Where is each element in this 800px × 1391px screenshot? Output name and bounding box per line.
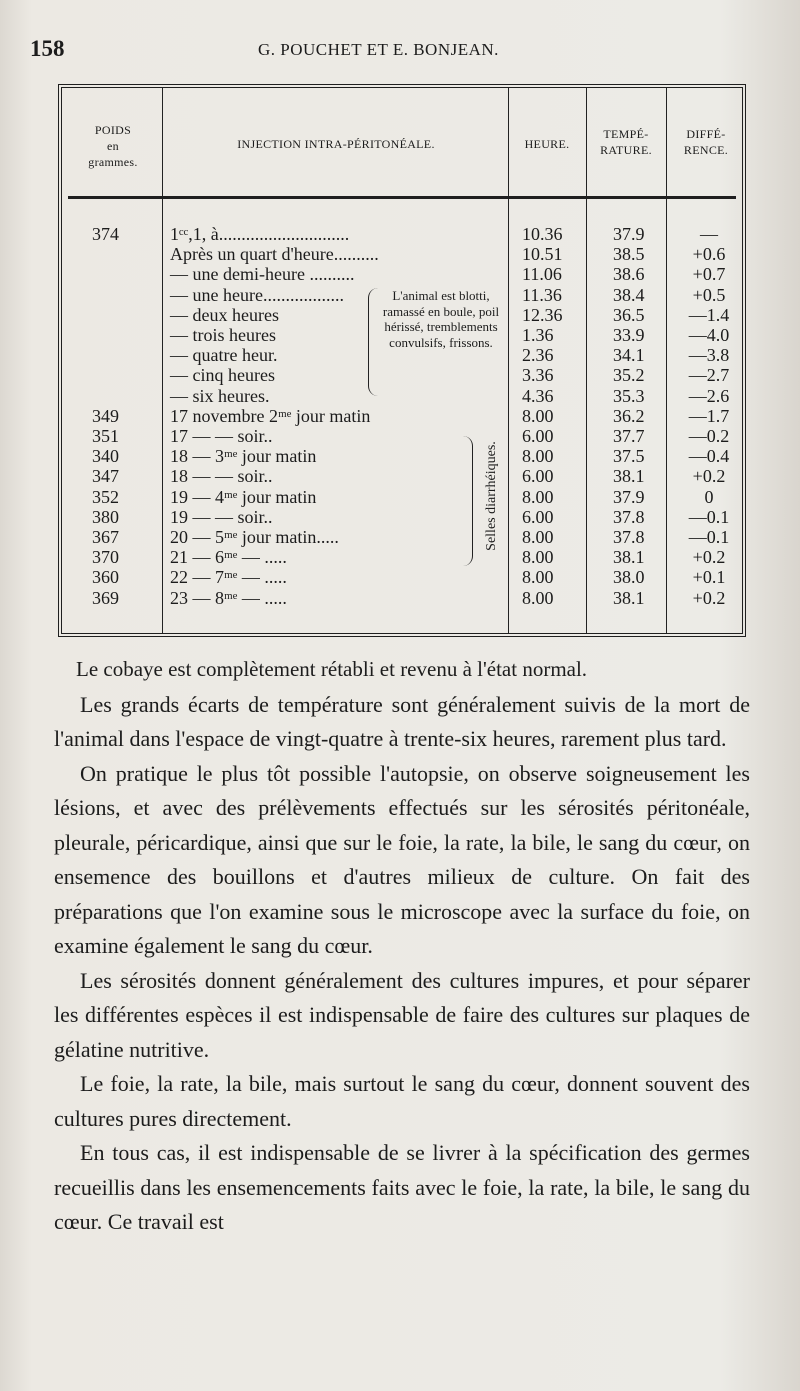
- cell-temp: 36.5: [613, 304, 645, 325]
- cell-diff: —0.2: [688, 426, 730, 446]
- header-heure: HEURE.: [524, 137, 570, 151]
- cell-temp: 38.1: [613, 547, 645, 568]
- paragraph: En tous cas, il est indispensable de se livrer à la spécification des germes recueillis dans les ensemencements faits avec le foie, la rate, la bile, le sang du cœur. Ce travail est: [54, 1140, 750, 1234]
- note-selles-text: Selles diarrhéiques.: [484, 441, 499, 551]
- cell-heure: 12.36: [522, 304, 563, 325]
- table-row: [62, 365, 750, 385]
- cell-diff: —1.4: [688, 304, 730, 325]
- cell-injection: 18 — — soir..: [170, 466, 273, 487]
- cell-diff: —0.1: [688, 527, 730, 547]
- cell-poids: 360: [92, 567, 119, 588]
- header-temperature: [588, 126, 664, 158]
- cell-poids: 374: [92, 224, 119, 244]
- header-injection: INJECTION INTRA-PÉRITONÉALE.: [237, 137, 435, 151]
- table-row: [62, 507, 750, 527]
- cell-poids: 352: [92, 486, 119, 507]
- table-row: [62, 406, 750, 426]
- table-row: [62, 264, 750, 284]
- cell-injection: 21 — 6ᵐᵉ — .....: [170, 547, 287, 568]
- header-temperature-line: RATURE.: [600, 143, 652, 157]
- cell-injection: — cinq heures: [170, 365, 275, 386]
- note-selles: [474, 441, 510, 562]
- cell-temp: 38.1: [613, 587, 645, 608]
- cell-poids: 380: [92, 506, 119, 527]
- cell-heure: 3.36: [522, 365, 554, 386]
- cell-heure: 8.00: [522, 527, 554, 547]
- brace: [462, 436, 473, 566]
- cell-diff: +0.7: [692, 264, 726, 285]
- cell-injection: 1ᶜᶜ,1, à.............................: [170, 224, 350, 244]
- cell-injection: 23 — 8ᵐᵉ — .....: [170, 587, 287, 608]
- header-difference: [668, 126, 744, 158]
- cell-diff: +0.2: [692, 547, 726, 568]
- cell-injection: — six heures.: [170, 385, 270, 406]
- running-head-authors: G. POUCHET ET E. BONJEAN.: [258, 40, 499, 59]
- table-row: [62, 588, 750, 608]
- cell-heure: 8.00: [522, 587, 554, 608]
- cell-temp: 38.5: [613, 244, 645, 265]
- cell-temp: 37.8: [613, 506, 645, 527]
- header-poids-line: POIDS: [94, 123, 132, 137]
- header-poids-line: grammes.: [88, 155, 138, 169]
- header-poids-line: en: [107, 139, 119, 153]
- cell-injection: — une heure..................: [170, 284, 344, 305]
- cell-temp: 35.2: [613, 365, 645, 386]
- cell-diff: —2.6: [688, 385, 730, 406]
- cell-poids: 340: [92, 446, 119, 467]
- header-difference-line: RENCE.: [683, 143, 729, 157]
- cell-heure: 10.51: [522, 244, 563, 265]
- cell-temp: 38.1: [613, 466, 645, 487]
- cell-heure: 6.00: [522, 466, 554, 487]
- note-animal-state: L'animal est blotti, ramassé en boule, poil hérissé, tremblements convulsifs, frissons.: [382, 288, 500, 350]
- cell-heure: 8.00: [522, 486, 554, 507]
- cell-injection: — trois heures: [170, 325, 276, 345]
- cell-injection: 19 — — soir..: [170, 506, 273, 527]
- cell-heure: 8.00: [522, 446, 554, 467]
- cell-diff: —: [700, 224, 718, 244]
- cell-diff: +0.6: [692, 244, 726, 265]
- table-row: [62, 446, 750, 466]
- cell-poids: 369: [92, 587, 119, 608]
- cell-injection: 17 — — soir..: [170, 426, 273, 446]
- cell-poids: 347: [92, 466, 119, 487]
- cell-diff: +0.1: [692, 567, 726, 588]
- body-text: [54, 652, 750, 1240]
- cell-temp: 37.9: [613, 486, 645, 507]
- cell-diff: —3.8: [688, 345, 730, 366]
- cell-injection: Après un quart d'heure..........: [170, 244, 379, 265]
- cell-temp: 33.9: [613, 325, 645, 345]
- table-row: [62, 547, 750, 567]
- cell-injection: — deux heures: [170, 304, 279, 325]
- cell-heure: 6.00: [522, 506, 554, 527]
- cell-diff: +0.2: [692, 466, 726, 487]
- temperature-table: [58, 84, 746, 637]
- cell-temp: 34.1: [613, 345, 645, 366]
- cell-temp: 38.4: [613, 284, 645, 305]
- cell-temp: 36.2: [613, 405, 645, 426]
- cell-heure: 1.36: [522, 325, 554, 345]
- table-row: [62, 244, 750, 264]
- cell-temp: 35.3: [613, 385, 645, 406]
- cell-diff: —0.1: [688, 506, 730, 527]
- cell-diff: —4.0: [688, 325, 730, 345]
- cell-injection: — une demi-heure ..........: [170, 264, 355, 285]
- cell-injection: 20 — 5ᵐᵉ jour matin.....: [170, 527, 339, 547]
- header-temperature-line: TEMPÉ-: [603, 127, 649, 141]
- cell-poids: 351: [92, 426, 119, 446]
- table-row: [62, 426, 750, 446]
- page-number: 158: [30, 36, 65, 61]
- cell-injection: — quatre heur.: [170, 345, 278, 366]
- cell-injection: 18 — 3ᵐᵉ jour matin: [170, 446, 317, 467]
- running-head: [30, 36, 750, 66]
- cell-diff: —2.7: [688, 365, 730, 386]
- cell-heure: 4.36: [522, 385, 554, 406]
- cell-temp: 37.5: [613, 446, 645, 467]
- cell-temp: 37.7: [613, 426, 645, 446]
- cell-diff: —0.4: [688, 446, 730, 467]
- table-row: [62, 567, 750, 587]
- header-difference-line: DIFFÉ-: [686, 127, 726, 141]
- cell-poids: 370: [92, 547, 119, 568]
- cell-diff: +0.2: [692, 587, 726, 608]
- cell-heure: 2.36: [522, 345, 554, 366]
- header-poids: [68, 122, 158, 170]
- header-rule: [68, 196, 736, 199]
- table-row: [62, 487, 750, 507]
- cell-diff: —1.7: [688, 405, 730, 426]
- table-row: [62, 386, 750, 406]
- cell-injection: 19 — 4ᵐᵉ jour matin: [170, 486, 317, 507]
- table-row: [62, 527, 750, 547]
- cell-diff: +0.5: [692, 284, 726, 305]
- cell-heure: 8.00: [522, 405, 554, 426]
- cell-heure: 11.06: [522, 264, 562, 285]
- cell-temp: 37.8: [613, 527, 645, 547]
- cell-diff: 0: [704, 486, 714, 507]
- cell-injection: 17 novembre 2ᵐᵉ jour matin: [170, 405, 371, 426]
- cell-heure: 6.00: [522, 426, 554, 446]
- paragraph: Les sérosités donnent généralement des cultures impures, et pour séparer les différentes espèces il est indispensable de faire des cultures sur plaques de gélatine nutritive.: [54, 967, 750, 1062]
- cell-temp: 38.6: [613, 264, 645, 285]
- cell-injection: 22 — 7ᵐᵉ — .....: [170, 567, 287, 588]
- cell-heure: 11.36: [522, 284, 562, 305]
- cell-heure: 10.36: [522, 224, 563, 244]
- table-caption: Le cobaye est complètement rétabli et revenu à l'état normal.: [76, 657, 588, 681]
- paragraph: Les grands écarts de température sont généralement suivis de la mort de l'animal dans l'espace de vingt-quatre à trente-six heures, rarement plus tard.: [54, 691, 750, 751]
- paragraph: Le foie, la rate, la bile, mais surtout le sang du cœur, donnent souvent des cultures pures directement.: [54, 1071, 750, 1131]
- table-row: [62, 224, 750, 244]
- paragraph: On pratique le plus tôt possible l'autopsie, on observe soigneusement les lésions, et avec des prélèvements effectués sur les sérosités péritonéale, pleurale, péricardique, ainsi que sur le foie, la rate, la bile, le sang du cœur, on ensemence des bouillons et d'autres milieux de culture. On fait des préparations que l'on examine sous le microscope avec la surface du foie, on examine également le sang du cœur.: [54, 760, 750, 958]
- cell-heure: 8.00: [522, 547, 554, 568]
- cell-temp: 38.0: [613, 567, 645, 588]
- cell-poids: 349: [92, 405, 119, 426]
- cell-poids: 367: [92, 527, 119, 547]
- cell-temp: 37.9: [613, 224, 645, 244]
- cell-heure: 8.00: [522, 567, 554, 588]
- table-row: [62, 466, 750, 486]
